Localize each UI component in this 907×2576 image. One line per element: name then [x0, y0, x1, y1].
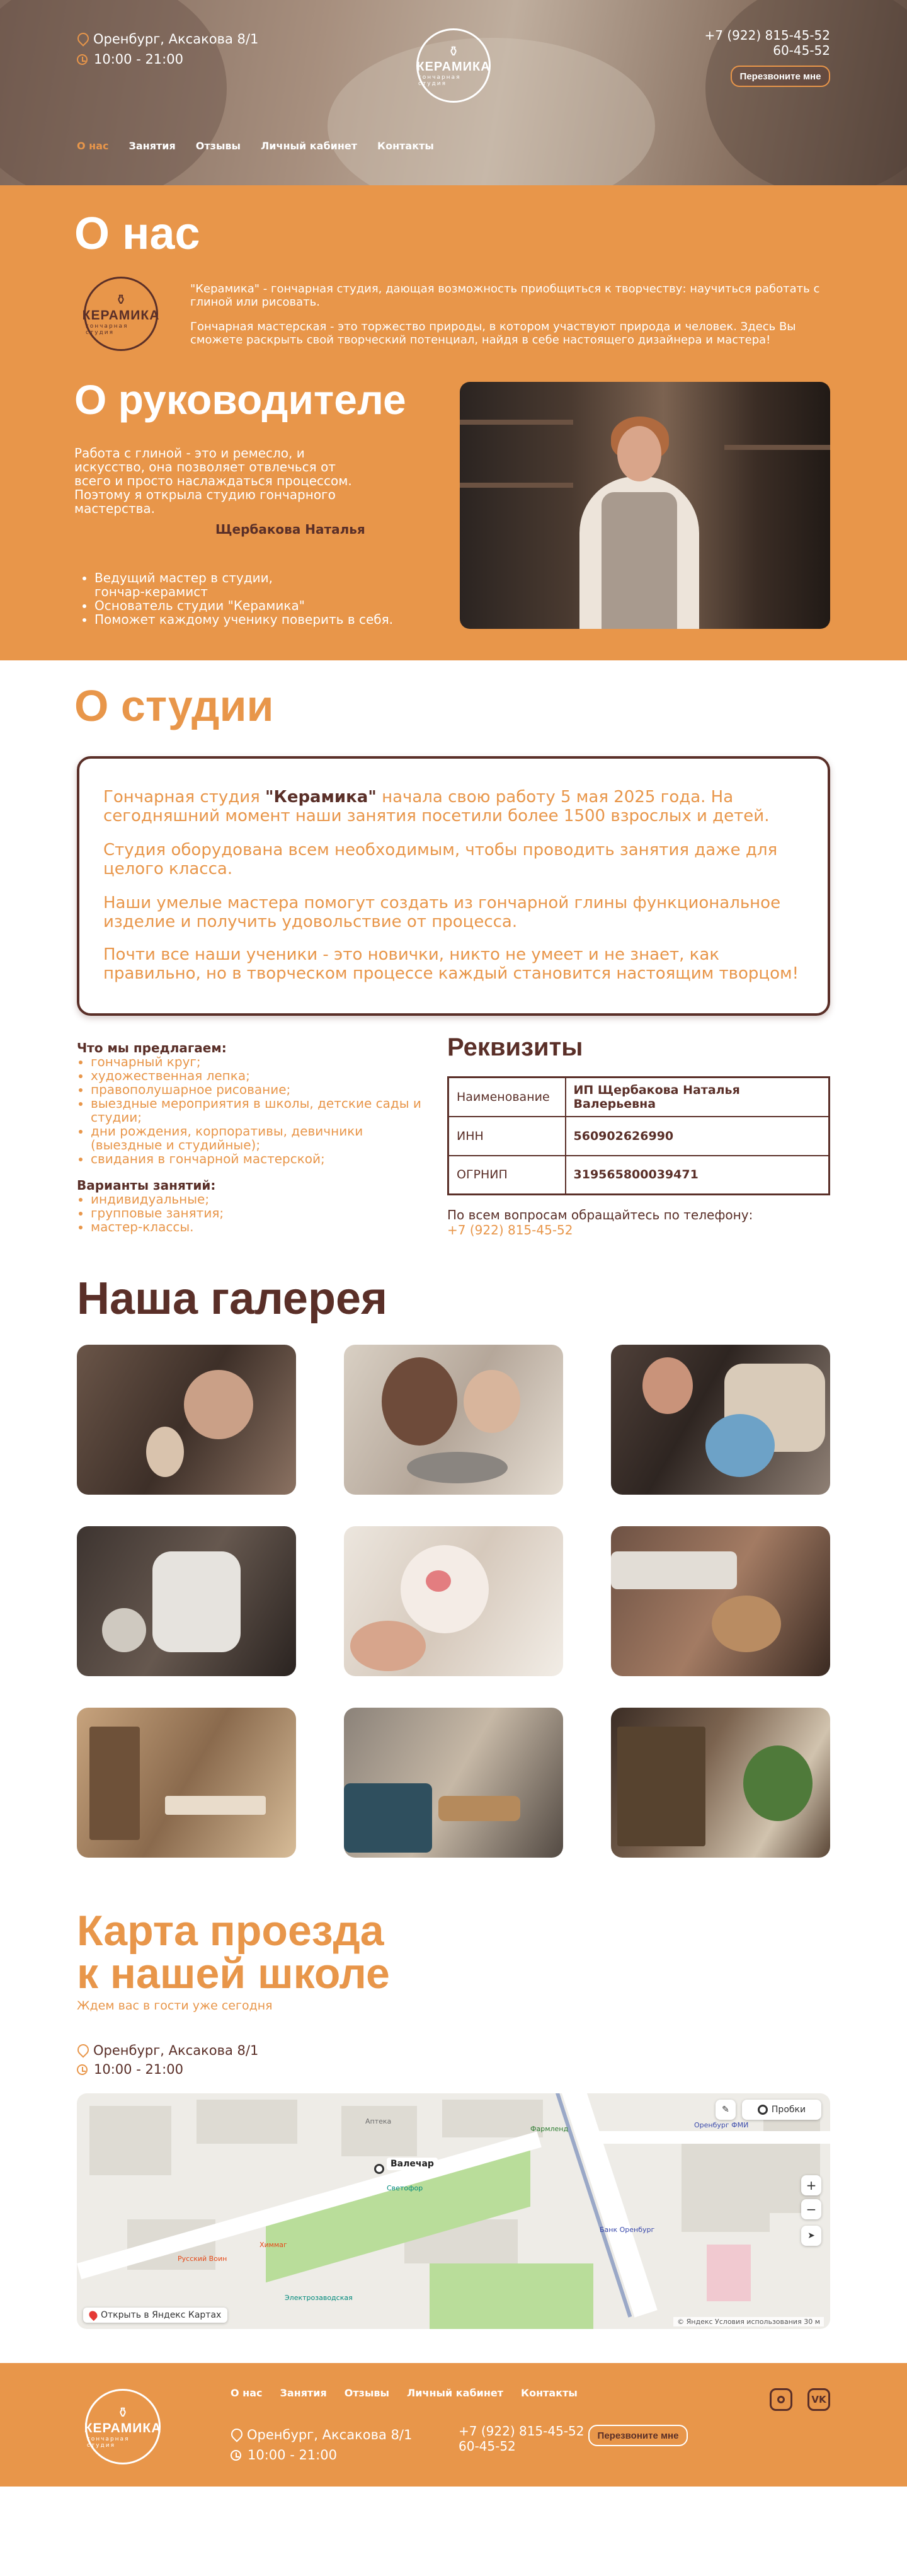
yandex-map[interactable]	[77, 2093, 830, 2329]
location-pin-icon	[231, 2429, 241, 2441]
map-label: Светофор	[387, 2184, 423, 2192]
studio-paragraph-3: Наши умелые мастера помогут создать из гончарной глины функциональное изделие и получить удовольствие от процесса.	[103, 894, 781, 931]
requisite-value: ИП Щербакова Наталья Валерьевна	[566, 1078, 830, 1117]
about-text-2: Гончарная мастерская - это торжество природы, в котором участвуют природа и человек. Здесь Вы сможете раскрыть свой творческий потенциал, найдя в себе настоящего дизайнера и мастера!	[190, 320, 796, 347]
footer-logo-title: КЕРАМИКА	[84, 2420, 162, 2435]
zoom-out-button[interactable]: −	[801, 2199, 821, 2219]
offer-item: • дни рождения, корпоративы, девичники (выездные и студийные);	[91, 1124, 430, 1152]
offer-item: • выездные мероприятия в школы, детские сады и студии;	[91, 1096, 430, 1124]
photo-shape	[350, 1621, 426, 1671]
map-marker-icon[interactable]	[374, 2164, 384, 2174]
variant-item: • групповые занятия;	[91, 1206, 430, 1220]
location-pin-icon	[77, 33, 87, 45]
instagram-icon[interactable]	[770, 2388, 792, 2411]
about-logo-title: КЕРАМИКА	[82, 308, 160, 323]
offer-list	[77, 1055, 430, 1166]
photo-shape	[165, 1796, 266, 1815]
header-logo[interactable]	[412, 28, 495, 103]
offer-item: • художественная лепка;	[91, 1069, 430, 1083]
requisite-value: 319565800039471	[566, 1156, 830, 1195]
footer-nav-reviews[interactable]: Отзывы	[344, 2387, 389, 2399]
offer-item: • правополушарное рисование;	[91, 1083, 430, 1096]
about-logo	[81, 273, 161, 354]
map-copyright: © Яндекс Условия использования 30 м	[673, 2317, 824, 2326]
requisite-value: 560902626990	[566, 1117, 830, 1156]
footer-phone[interactable]	[459, 2424, 584, 2454]
photo-shape	[464, 1370, 520, 1433]
leader-point: • Ведущий мастер в студии, гончар-керамист	[94, 571, 302, 599]
variant-item: • мастер-классы.	[91, 1220, 430, 1234]
footer-nav-classes[interactable]: Занятия	[280, 2387, 327, 2399]
gallery-photo-5[interactable]	[344, 1526, 563, 1676]
header-phone[interactable]	[705, 28, 830, 58]
header-hours-text: 10:00 - 21:00	[94, 52, 183, 67]
table-row	[448, 1117, 830, 1156]
map-marker-label[interactable]: Валечар	[387, 2158, 438, 2170]
vk-icon[interactable]	[807, 2388, 830, 2411]
map-building	[682, 2144, 770, 2232]
about-section	[0, 185, 907, 660]
studio-p1-brand: "Керамика"	[265, 788, 377, 807]
variants-title: Варианты занятий:	[77, 1178, 216, 1193]
header-phone-line1[interactable]: +7 (922) 815-45-52	[704, 28, 830, 43]
photo-shape	[642, 1357, 693, 1414]
nav-item-classes[interactable]: Занятия	[128, 140, 176, 152]
footer-address	[231, 2427, 412, 2442]
footer-nav-about[interactable]: О нас	[231, 2387, 263, 2399]
studio-paragraph-4: Почти все наши ученики - это новички, никто не умеет и не знает, как правильно, но в творческом процессе каждый становится настоящим творцом!	[103, 945, 799, 983]
footer-nav-account[interactable]: Личный кабинет	[407, 2387, 504, 2399]
offer-item: • гончарный круг;	[91, 1055, 430, 1069]
leader-text: Работа с глиной - это и ремесло, и искусство, она позволяет отвлечься от всего и просто наслаждаться процессом. Поэтому я открыла студию гончарного мастерства.	[74, 446, 352, 516]
map-title-line2: к нашей школе	[77, 1950, 390, 1998]
logo-ring	[416, 28, 491, 103]
gallery-photo-8[interactable]	[344, 1708, 563, 1858]
studio-title: О студии	[74, 681, 274, 730]
clock-icon	[231, 2450, 241, 2461]
photo-shape	[102, 1608, 146, 1652]
vk-label: VK	[811, 2394, 826, 2405]
open-in-yandex-link[interactable]	[83, 2308, 227, 2323]
logo-title: КЕРАМИКА	[416, 60, 491, 74]
gallery-photo-3[interactable]	[611, 1345, 830, 1495]
nav-item-contacts[interactable]: Контакты	[377, 140, 434, 152]
hero-header	[0, 0, 907, 185]
map-label: Фармленд	[530, 2125, 569, 2133]
footer-address-text: Оренбург, Аксакова 8/1	[247, 2427, 413, 2442]
leader-title: О руководителе	[74, 376, 406, 423]
requisite-key: ИНН	[448, 1117, 566, 1156]
vase-icon: ⚱	[117, 2405, 129, 2421]
photo-shape	[438, 1796, 520, 1821]
map-label: Банк Оренбург	[600, 2226, 655, 2234]
photo-shape	[712, 1596, 781, 1652]
map-hours	[77, 2062, 183, 2077]
photo-shape	[146, 1427, 184, 1477]
map-label: Электрозаводская	[285, 2294, 353, 2302]
footer-logo[interactable]	[82, 2386, 164, 2468]
about-text-1: "Керамика" - гончарная студия, дающая возможность приобщиться к творчеству: научиться работать с глиной или рисовать.	[190, 282, 820, 309]
leader-photo	[460, 382, 830, 629]
footer-logo-subtitle: гончарная студия	[87, 2435, 130, 2449]
header-phone-line2[interactable]: 60-45-52	[773, 43, 830, 58]
requisite-key: Наименование	[448, 1078, 566, 1117]
photo-shelf	[724, 445, 830, 450]
footer-hours	[231, 2447, 337, 2463]
footer-logo-ring	[85, 2389, 161, 2464]
studio-p1-c: начала свою работу 5 мая 2025 года. На сегодняшний момент наши занятия посетили более 1500 взрослых и детей.	[103, 788, 770, 825]
about-logo-subtitle: гончарная студия	[86, 323, 128, 336]
studio-paragraph-1	[103, 788, 809, 825]
photo-person-apron	[602, 492, 677, 629]
gallery-title: Наша галерея	[77, 1274, 387, 1324]
zoom-in-button[interactable]: +	[801, 2175, 821, 2195]
photo-shape	[344, 1783, 432, 1853]
map-subtitle: Ждем вас в гости уже сегодня	[77, 1999, 273, 2013]
header-address-text: Оренбург, Аксакова 8/1	[93, 32, 259, 47]
clock-icon	[77, 2064, 88, 2075]
traffic-icon	[758, 2105, 768, 2115]
photo-shape	[382, 1357, 457, 1446]
footer-callback-button[interactable]: Перезвоните мне	[588, 2425, 688, 2446]
map-label: Аптека	[365, 2117, 392, 2125]
studio-info-box	[77, 756, 830, 1016]
studio-p1-a: Гончарная студия	[103, 788, 266, 807]
gallery-photo-6[interactable]	[611, 1526, 830, 1676]
traffic-label: Пробки	[771, 2105, 806, 2115]
location-pin-icon	[77, 2044, 87, 2057]
map-park	[430, 2263, 593, 2329]
instagram-lens	[777, 2396, 785, 2403]
yandex-pin-icon	[88, 2309, 99, 2321]
leader-points	[94, 571, 393, 626]
photo-shelf	[460, 483, 573, 488]
map-building	[197, 2100, 297, 2144]
callback-button[interactable]: Перезвоните мне	[731, 66, 830, 87]
studio-paragraph-2: Студия оборудована всем необходимым, чтобы проводить занятия даже для целого класса.	[103, 841, 778, 878]
offer-block	[77, 1041, 430, 1234]
requisites-note-text: По всем вопросам обращайтесь по телефону:	[447, 1207, 753, 1222]
leader-name: Щербакова Наталья	[215, 522, 365, 537]
photo-person-head	[617, 426, 661, 481]
footer-nav	[231, 2387, 578, 2399]
variants-list	[77, 1192, 430, 1234]
vase-icon: ⚱	[447, 44, 460, 60]
main-nav	[77, 140, 434, 152]
nav-item-about[interactable]: О нас	[77, 140, 109, 152]
logo-subtitle: гончарная студия	[418, 74, 461, 87]
nav-item-account[interactable]: Личный кабинет	[261, 140, 358, 152]
photo-shape	[426, 1570, 451, 1592]
photo-shape	[152, 1551, 241, 1652]
requisite-key: ОГРНИП	[448, 1156, 566, 1195]
footer-hours-text: 10:00 - 21:00	[248, 2447, 337, 2463]
gallery-photo-2[interactable]	[344, 1345, 563, 1495]
leader-point: • Поможет каждому ученику поверить в себя.	[94, 612, 393, 626]
map-label: Химмаг	[260, 2241, 287, 2249]
map-building	[442, 2100, 543, 2137]
photo-shape	[89, 1727, 140, 1840]
requisites-note	[447, 1207, 753, 1238]
header-address	[77, 32, 258, 47]
requisites-title: Реквизиты	[447, 1033, 583, 1061]
table-row	[448, 1078, 830, 1117]
geolocation-icon[interactable]: ➤	[801, 2226, 821, 2246]
gallery-photo-4[interactable]	[77, 1526, 296, 1676]
vase-icon: ⚱	[115, 292, 127, 308]
photo-shape	[743, 1745, 813, 1821]
gallery-photo-9[interactable]	[611, 1708, 830, 1858]
map-building	[341, 2106, 417, 2156]
map-title	[77, 1907, 390, 1998]
open-in-yandex-label: Открыть в Яндекс Картах	[101, 2310, 222, 2320]
variant-item: • индивидуальные;	[91, 1192, 430, 1206]
about-logo-ring	[84, 277, 158, 351]
table-row	[448, 1156, 830, 1195]
footer-phone-line2[interactable]: 60-45-52	[459, 2439, 516, 2454]
offer-title: Что мы предлагаем:	[77, 1040, 227, 1055]
leader-point: • Основатель студии "Керамика"	[94, 599, 393, 612]
map-building	[763, 2112, 820, 2213]
gallery-photo-1[interactable]	[77, 1345, 296, 1495]
photo-shape	[184, 1370, 253, 1439]
map-building	[89, 2106, 171, 2175]
photo-shelf	[460, 420, 573, 425]
map-label: Оренбург ФМИ	[694, 2121, 749, 2129]
footer-phone-line1[interactable]: +7 (922) 815-45-52	[459, 2424, 585, 2439]
photo-shape	[617, 1727, 705, 1846]
map-title-line1: Карта проезда	[77, 1907, 384, 1955]
offer-item: • свидания в гончарной мастерской;	[91, 1152, 430, 1166]
traffic-button[interactable]	[742, 2100, 821, 2120]
map-address-text: Оренбург, Аксакова 8/1	[93, 2043, 259, 2058]
photo-shape	[407, 1452, 508, 1483]
requisites-table	[447, 1076, 830, 1195]
footer	[0, 2363, 907, 2487]
header-hours	[77, 52, 183, 67]
map-road	[593, 2131, 830, 2144]
map-label: Русский Воин	[178, 2255, 227, 2263]
about-title: О нас	[74, 209, 200, 259]
map-hours-text: 10:00 - 21:00	[94, 2062, 183, 2077]
map-building	[707, 2245, 751, 2301]
ruler-icon[interactable]: ✎	[716, 2100, 736, 2120]
map-address	[77, 2043, 258, 2058]
clock-icon	[77, 54, 88, 65]
gallery-photo-7[interactable]	[77, 1708, 296, 1858]
requisites-phone-link[interactable]: +7 (922) 815-45-52	[447, 1222, 573, 1238]
photo-shape	[705, 1414, 775, 1477]
nav-item-reviews[interactable]: Отзывы	[195, 140, 241, 152]
photo-shape	[611, 1551, 737, 1589]
footer-nav-contacts[interactable]: Контакты	[521, 2387, 578, 2399]
